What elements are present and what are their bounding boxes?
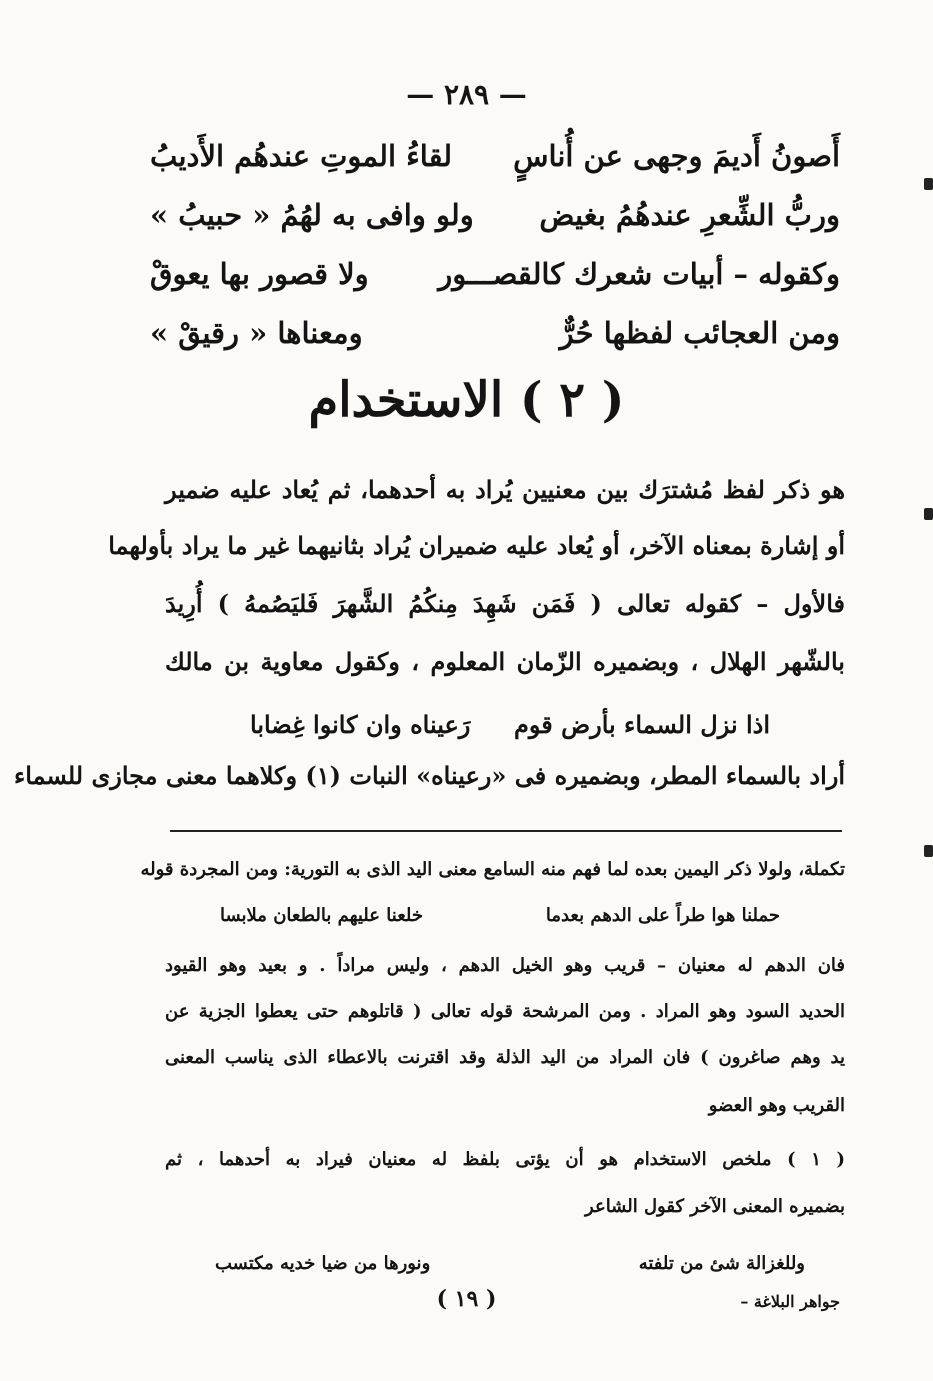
footnote-line: ( ١ ) ملخص الاستخدام هو أن يؤتى بلفظ له معنيان فيراد به أحدهما ، ثم xyxy=(165,1149,845,1170)
sheet-number: ( ١٩ ) xyxy=(436,1286,497,1312)
verse-second-hemistich: ولو وافى به لهُمُ « حبيبُ » xyxy=(150,198,474,232)
paragraph-line: أراد بالسماء المطر، وبضميره فى «رعيناه» النبات (١) وكلاهما معنى مجازى للسماء xyxy=(13,761,845,790)
verse-first-hemistich: أَصونُ أَديمَ وجهى عن أُناسٍ xyxy=(513,139,840,173)
verse-first-hemistich: حملنا هوا طراً على الدهم بعدما xyxy=(545,904,780,926)
scan-mark xyxy=(924,508,933,520)
verse-line xyxy=(150,246,840,302)
verse-second-hemistich: رَعيناه وان كانوا غِضابا xyxy=(250,709,471,739)
footnote-line: فان الدهم له معنيان – قريب وهو الخيل الدهم ، وليس مراداً . و بعيد وهو القيود xyxy=(165,955,845,976)
verse-line xyxy=(150,305,840,361)
signature-line: جواهر البلاغة – xyxy=(740,1292,840,1311)
verse-first-hemistich: وربُّ الشِّعرِ عندهُمُ بغيض xyxy=(539,198,840,232)
footnote-divider xyxy=(170,830,842,832)
verse-first-hemistich: ومن العجائب لفظها حُرٌّ xyxy=(559,316,840,350)
footnote-verse xyxy=(220,895,780,935)
paragraph-line: هو ذكر لفظ مُشترَك بين معنيين يُراد به أحدهما، ثم يُعاد عليه ضمير xyxy=(165,475,845,504)
paragraph-line: فالأول – كقوله تعالى ( فَمَن شَهِدَ مِنكُمُ الشَّهرَ فَليَصُمهُ ) أُرِيدَ xyxy=(165,589,845,618)
footnote-verse xyxy=(215,1243,805,1283)
footnote-line: بضميره المعنى الآخر كقول الشاعر xyxy=(585,1196,845,1217)
page-number: — ٢٨٩ — xyxy=(406,78,527,111)
footnote-line: تكملة، ولولا ذكر اليمين بعده لما فهم منه السامع معنى اليد الذى به التورية: ومن المجردة قوله xyxy=(140,859,845,880)
verse-second-hemistich: خلعنا عليهم بالطعان ملابسا xyxy=(220,904,423,926)
verse-second-hemistich: ومعناها « رقيقْ » xyxy=(150,316,363,350)
footnote-line: الحديد السود وهو المراد . ومن المرشحة قوله تعالى ( قاتلوهم حتى يعطوا الجزية عن xyxy=(165,1001,845,1022)
footnote-line: القريب وهو العضو xyxy=(708,1095,845,1116)
scan-mark xyxy=(924,178,933,190)
section-heading: ( ٢ ) الاستخدام xyxy=(308,372,625,428)
paragraph-line: بالشّهر الهلال ، وبضميره الزّمان المعلوم ، وكقول معاوية بن مالك xyxy=(165,647,845,676)
verse-second-hemistich: ونورها من ضيا خديه مكتسب xyxy=(215,1252,431,1274)
scan-mark xyxy=(924,845,933,857)
verse-first-hemistich: اذا نزل السماء بأرض قوم xyxy=(514,709,770,739)
verse-second-hemistich: لقاءُ الموتِ عندهُم الأَديبُ xyxy=(150,139,453,173)
verse-first-hemistich: وللغزالة شئ من تلفته xyxy=(638,1252,805,1274)
verse-line xyxy=(150,187,840,243)
footnote-line: يد وهم صاغرون ) فان المراد من اليد الذلة وقد اقترنت بالاعطاء الذى يناسب المعنى xyxy=(165,1047,845,1068)
verse-line xyxy=(150,128,840,184)
verse-first-hemistich: وكقوله – أبيات شعرك كالقصـــور xyxy=(438,257,840,291)
paragraph-line: أو إشارة بمعناه الآخر، أو يُعاد عليه ضميران يُراد بثانيهما غير ما يراد بأولهما xyxy=(108,531,845,560)
quoted-verse xyxy=(250,699,770,749)
verse-second-hemistich: ولا قصور بها يعوقْ xyxy=(150,257,369,291)
